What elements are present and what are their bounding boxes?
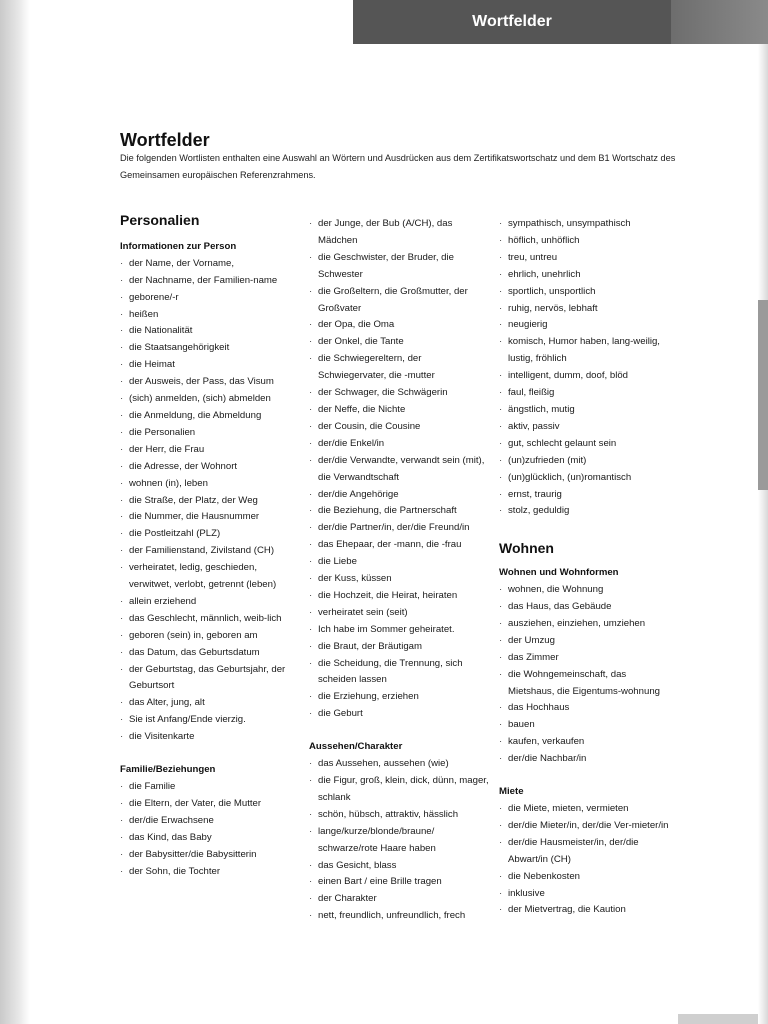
list-item: · heißen [120, 307, 302, 324]
subsection-miete-heading: Miete [499, 786, 524, 798]
list-item: · das Hochhaus [499, 700, 674, 717]
word-list-info [120, 256, 302, 746]
list-item: · der Familienstand, Zivilstand (CH) [120, 543, 302, 560]
list-item: · der Umzug [499, 633, 674, 650]
list-item: · ruhig, nervös, lebhaft [499, 301, 674, 318]
subsection-familie-heading: Familie/Beziehungen [120, 764, 216, 776]
list-item: · der/die Enkel/in [309, 436, 491, 453]
list-item: · stolz, geduldig [499, 503, 674, 520]
list-item: · der/die Hausmeister/in, der/die Abwart/in (CH) [499, 835, 674, 869]
list-item: · geboren (sein) in, geboren am [120, 628, 302, 645]
list-item: · die Scheidung, die Trennung, sich scheiden lassen [309, 656, 491, 690]
list-item: · die Staatsangehörigkeit [120, 340, 302, 357]
section-personalien-heading: Personalien [120, 212, 200, 228]
list-item: · das Kind, das Baby [120, 830, 302, 847]
word-list-miete [499, 801, 674, 919]
list-item: · einen Bart / eine Brille tragen [309, 874, 491, 891]
list-item: · das Ehepaar, der -mann, die -frau [309, 537, 491, 554]
list-item: · der Geburtstag, das Geburtsjahr, der Geburtsort [120, 662, 302, 696]
header-accent-bar [660, 0, 768, 44]
list-item: · (sich) anmelden, (sich) abmelden [120, 391, 302, 408]
list-item: · bauen [499, 717, 674, 734]
list-item: · der Nachname, der Familien-name [120, 273, 302, 290]
list-item: · die Visitenkarte [120, 729, 302, 746]
list-item: · verheiratet sein (seit) [309, 605, 491, 622]
list-item: · intelligent, dumm, doof, blöd [499, 368, 674, 385]
list-item: · wohnen (in), leben [120, 476, 302, 493]
list-item: · die Miete, mieten, vermieten [499, 801, 674, 818]
list-item: · die Braut, der Bräutigam [309, 639, 491, 656]
list-item: · die Figur, groß, klein, dick, dünn, mager, schlank [309, 773, 491, 807]
list-item: · die Geschwister, der Bruder, die Schwester [309, 250, 491, 284]
list-item: · die Straße, der Platz, der Weg [120, 493, 302, 510]
list-item: · die Personalien [120, 425, 302, 442]
list-item: · nett, freundlich, unfreundlich, frech [309, 908, 491, 925]
intro-paragraph: Die folgenden Wortlisten enthalten eine Auswahl an Wörtern und Ausdrücken aus dem Zertifikatswortschatz und dem B1 Wortschatz des Gemeinsamen europäischen Referenzrahmens. [120, 153, 676, 180]
list-item: · das Haus, das Gebäude [499, 599, 674, 616]
list-item: · schön, hübsch, attraktiv, hässlich [309, 807, 491, 824]
list-item: · der/die Mieter/in, der/die Ver-mieter/in [499, 818, 674, 835]
chapter-header [353, 0, 671, 44]
word-list-aussehen-1 [309, 756, 491, 925]
list-item: · die Hochzeit, die Heirat, heiraten [309, 588, 491, 605]
list-item: · das Geschlecht, männlich, weib-lich [120, 611, 302, 628]
list-item: · die Nebenkosten [499, 869, 674, 886]
list-item: · der Charakter [309, 891, 491, 908]
list-item: · der Ausweis, der Pass, das Visum [120, 374, 302, 391]
list-item: · die Erziehung, erziehen [309, 689, 491, 706]
list-item: · Sie ist Anfang/Ende vierzig. [120, 712, 302, 729]
word-list-familie-1 [120, 779, 302, 880]
page-right-edge [758, 0, 768, 1024]
list-item: · wohnen, die Wohnung [499, 582, 674, 599]
list-item: · das Datum, das Geburtsdatum [120, 645, 302, 662]
list-item: · der Schwager, die Schwägerin [309, 385, 491, 402]
list-item: · gut, schlecht gelaunt sein [499, 436, 674, 453]
list-item: · höflich, unhöflich [499, 233, 674, 250]
list-item: · der/die Partner/in, der/die Freund/in [309, 520, 491, 537]
list-item: · ausziehen, einziehen, umziehen [499, 616, 674, 633]
list-item: · treu, untreu [499, 250, 674, 267]
list-item: · sympathisch, unsympathisch [499, 216, 674, 233]
list-item: · der Junge, der Bub (A/CH), das Mädchen [309, 216, 491, 250]
list-item: · allein erziehend [120, 594, 302, 611]
list-item: · ehrlich, unehrlich [499, 267, 674, 284]
list-item: · der Mietvertrag, die Kaution [499, 902, 674, 919]
list-item: · der Neffe, die Nichte [309, 402, 491, 419]
list-item: · faul, fleißig [499, 385, 674, 402]
list-item: · die Adresse, der Wohnort [120, 459, 302, 476]
list-item: · die Nummer, die Hausnummer [120, 509, 302, 526]
list-item: · die Geburt [309, 706, 491, 723]
word-list-wohnformen [499, 582, 674, 768]
section-wohnen-heading: Wohnen [499, 540, 554, 557]
list-item: · das Alter, jung, alt [120, 695, 302, 712]
list-item: · der Babysitter/die Babysitterin [120, 847, 302, 864]
list-item: · das Gesicht, blass [309, 858, 491, 875]
list-item: · komisch, Humor haben, lang-weilig, lustig, fröhlich [499, 334, 674, 368]
list-item: · die Nationalität [120, 323, 302, 340]
page-bottom-mark [678, 1014, 758, 1024]
list-item: · geborene/-r [120, 290, 302, 307]
subsection-info-heading: Informationen zur Person [120, 240, 237, 252]
chapter-header-title: Wortfelder [472, 13, 552, 30]
subsection-aussehen-heading: Aussehen/Charakter [309, 741, 403, 753]
list-item: · (un)glücklich, (un)romantisch [499, 470, 674, 487]
list-item: · die Postleitzahl (PLZ) [120, 526, 302, 543]
word-list-aussehen-2 [499, 216, 674, 520]
list-item: · der Sohn, die Tochter [120, 864, 302, 881]
list-item: · (un)zufrieden (mit) [499, 453, 674, 470]
page-scan-shadow [0, 0, 30, 1024]
list-item: · sportlich, unsportlich [499, 284, 674, 301]
list-item: · die Großeltern, die Großmutter, der Großvater [309, 284, 491, 318]
list-item: · die Familie [120, 779, 302, 796]
list-item: · der Kuss, küssen [309, 571, 491, 588]
list-item: · der Opa, die Oma [309, 317, 491, 334]
list-item: · der Cousin, die Cousine [309, 419, 491, 436]
list-item: · die Heimat [120, 357, 302, 374]
list-item: · neugierig [499, 317, 674, 334]
list-item: · der Herr, die Frau [120, 442, 302, 459]
list-item: · die Beziehung, die Partnerschaft [309, 503, 491, 520]
list-item: · der/die Erwachsene [120, 813, 302, 830]
list-item: · Ich habe im Sommer geheiratet. [309, 622, 491, 639]
list-item: · verheiratet, ledig, geschieden, verwitwet, verlobt, getrennt (leben) [120, 560, 302, 594]
list-item: · der/die Angehörige [309, 487, 491, 504]
list-item: · der/die Nachbar/in [499, 751, 674, 768]
list-item: · die Eltern, der Vater, die Mutter [120, 796, 302, 813]
list-item: · aktiv, passiv [499, 419, 674, 436]
list-item: · ängstlich, mutig [499, 402, 674, 419]
list-item: · die Liebe [309, 554, 491, 571]
list-item: · das Zimmer [499, 650, 674, 667]
column-1 [120, 212, 302, 880]
list-item: · die Schwiegereltern, der Schwiegervater, die -mutter [309, 351, 491, 385]
list-item: · der Onkel, die Tante [309, 334, 491, 351]
list-item: · lange/kurze/blonde/braune/ schwarze/rote Haare haben [309, 824, 491, 858]
list-item: · inklusive [499, 886, 674, 903]
list-item: · der/die Verwandte, verwandt sein (mit), die Verwandtschaft [309, 453, 491, 487]
list-item: · die Anmeldung, die Abmeldung [120, 408, 302, 425]
page-title: Wortfelder [120, 130, 210, 151]
subsection-wohnformen-heading: Wohnen und Wohnformen [499, 567, 619, 579]
list-item: · der Name, der Vorname, [120, 256, 302, 273]
column-2 [309, 216, 491, 925]
page-edge-tab [758, 300, 768, 490]
list-item: · das Aussehen, aussehen (wie) [309, 756, 491, 773]
column-3 [499, 216, 674, 919]
list-item: · ernst, traurig [499, 487, 674, 504]
list-item: · kaufen, verkaufen [499, 734, 674, 751]
word-list-familie-2 [309, 216, 491, 723]
list-item: · die Wohngemeinschaft, das Mietshaus, die Eigentums-wohnung [499, 667, 674, 701]
